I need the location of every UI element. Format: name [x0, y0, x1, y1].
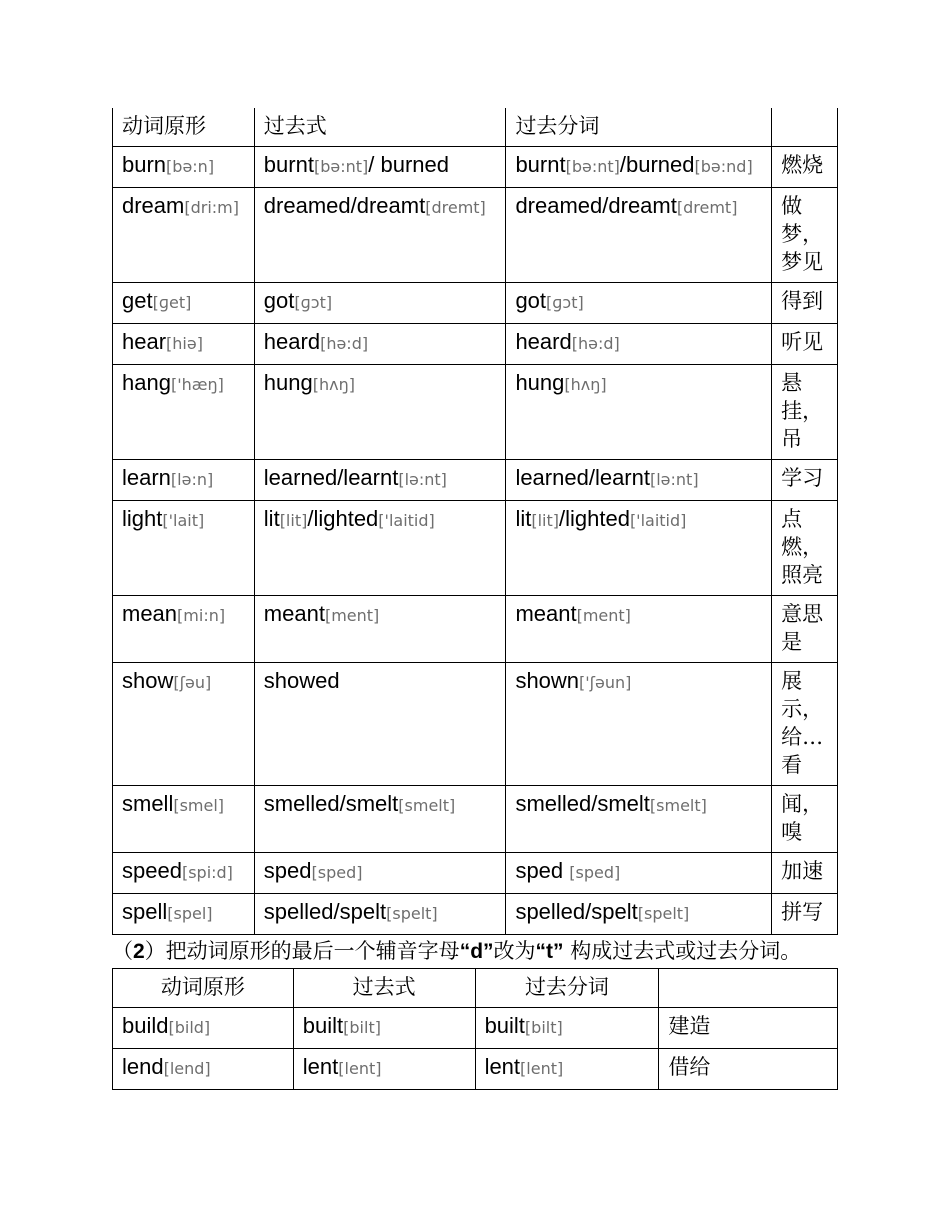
cell-past-participle — [506, 460, 772, 501]
phonetic: [lə:nt] — [649, 470, 699, 489]
cell-base-form — [113, 596, 255, 663]
cell-past-tense — [254, 853, 506, 894]
cell-past-participle — [506, 324, 772, 365]
word: learned/learnt — [263, 465, 399, 490]
phonetic: [spel] — [167, 904, 213, 923]
header-past-tense: 过去式 — [254, 108, 506, 147]
phonetic: [bilt] — [524, 1018, 563, 1037]
cell-base-form — [113, 188, 255, 283]
phonetic: [hiə] — [166, 334, 203, 353]
phonetic: [lə:n] — [170, 470, 214, 489]
header-meaning — [659, 969, 838, 1008]
cell-past-participle — [506, 188, 772, 283]
word: shown — [515, 668, 580, 693]
header-past-participle: 过去分词 — [475, 969, 659, 1008]
cell-meaning: 拼写 — [772, 894, 838, 935]
phonetic: [bə:nd] — [694, 157, 753, 176]
cell-base-form — [113, 786, 255, 853]
word: smelled/smelt — [515, 791, 650, 816]
word: hang — [122, 370, 171, 395]
word: lent — [484, 1054, 521, 1079]
word: hung — [515, 370, 565, 395]
cell-past-tense — [254, 188, 506, 283]
phonetic: [ment] — [324, 606, 380, 625]
cell-past-participle — [506, 853, 772, 894]
phonetic: [bild] — [168, 1018, 211, 1037]
cell-past-tense — [254, 460, 506, 501]
cell-meaning: 做梦，梦见 — [772, 188, 838, 283]
header-past-tense: 过去式 — [293, 969, 475, 1008]
word: built — [484, 1013, 525, 1038]
word: sped — [515, 858, 570, 883]
note-text1: ）把动词原形的最后一个辅音字母 — [144, 939, 460, 963]
note-open: （ — [112, 939, 133, 963]
word: dreamed/dreamt — [515, 193, 677, 218]
word: light — [122, 506, 163, 531]
cell-meaning: 展示，给…看 — [772, 663, 838, 786]
table-row — [113, 460, 838, 501]
cell-past-participle — [506, 894, 772, 935]
table-row — [113, 324, 838, 365]
cell-past-tense — [254, 501, 506, 596]
header-base-form: 动词原形 — [113, 969, 294, 1008]
word: burnt — [515, 152, 566, 177]
phonetic: [lent] — [338, 1059, 382, 1078]
word: showed — [263, 668, 340, 693]
table-row — [113, 663, 838, 786]
table-row — [113, 501, 838, 596]
cell-past-tense — [254, 365, 506, 460]
phonetic: [dremt] — [676, 198, 738, 217]
phonetic: [spelt] — [386, 904, 438, 923]
table-row — [113, 188, 838, 283]
word: heard — [515, 329, 572, 354]
word: mean — [122, 601, 178, 626]
phonetic: [hʌŋ] — [312, 375, 355, 394]
word: lit — [263, 506, 280, 531]
table-row — [113, 147, 838, 188]
phonetic: [hə:d] — [320, 334, 369, 353]
note-text3: 构成过去式或过去分词。 — [563, 939, 802, 963]
cell-past-tense — [254, 147, 506, 188]
phonetic: [smelt] — [649, 796, 707, 815]
phonetic: [bə:n] — [166, 157, 215, 176]
cell-base-form — [113, 365, 255, 460]
cell-past-participle — [475, 1049, 659, 1090]
table-header-row — [113, 969, 838, 1008]
cell-base-form — [113, 1049, 294, 1090]
cell-past-tense — [254, 663, 506, 786]
phonetic: [dremt] — [425, 198, 486, 217]
word: build — [122, 1013, 169, 1038]
phonetic: [hʌŋ] — [564, 375, 607, 394]
phonetic: [spelt] — [637, 904, 690, 923]
cell-past-tense — [254, 283, 506, 324]
cell-past-tense — [293, 1049, 475, 1090]
phonetic: ['laitid] — [629, 511, 687, 530]
cell-past-participle — [506, 365, 772, 460]
cell-base-form — [113, 283, 255, 324]
phonetic: [lə:nt] — [398, 470, 447, 489]
note-d: “d” — [459, 940, 494, 963]
cell-past-tense — [254, 786, 506, 853]
phonetic: [smel] — [173, 796, 225, 815]
word: hung — [263, 370, 313, 395]
word: spelled/spelt — [263, 899, 387, 924]
cell-meaning: 借给 — [659, 1049, 838, 1090]
cell-past-participle — [475, 1008, 659, 1049]
phonetic: [ment] — [576, 606, 631, 625]
word: got — [263, 288, 295, 313]
note-text2: 改为 — [493, 939, 536, 963]
phonetic: ['hæŋ] — [170, 375, 224, 394]
note-num: 2 — [133, 940, 145, 963]
cell-meaning: 学习 — [772, 460, 838, 501]
word: learned/learnt — [515, 465, 650, 490]
word: show — [122, 668, 174, 693]
cell-past-participle — [506, 663, 772, 786]
table-row — [113, 1008, 838, 1049]
phonetic: [lent] — [520, 1059, 564, 1078]
table-row — [113, 853, 838, 894]
cell-meaning: 听见 — [772, 324, 838, 365]
phonetic: [sped] — [569, 863, 621, 882]
table-header-row — [113, 108, 838, 147]
cell-base-form — [113, 894, 255, 935]
cell-past-participle — [506, 283, 772, 324]
word: spell — [122, 899, 168, 924]
cell-past-tense — [254, 596, 506, 663]
verb-table-2 — [112, 968, 838, 1090]
phonetic: [spi:d] — [181, 863, 233, 882]
phonetic: [ɡet] — [152, 293, 192, 312]
word: learn — [122, 465, 171, 490]
word: hear — [122, 329, 167, 354]
cell-meaning: 燃烧 — [772, 147, 838, 188]
header-past-participle: 过去分词 — [506, 108, 772, 147]
word: smell — [122, 791, 174, 816]
word: lit — [515, 506, 532, 531]
phonetic: [ʃəu] — [173, 673, 212, 692]
phonetic: ['lait] — [162, 511, 205, 530]
cell-past-participle — [506, 786, 772, 853]
phonetic: [bə:nt] — [313, 157, 369, 176]
word: sped — [263, 858, 312, 883]
word: /lighted — [307, 506, 379, 531]
document-page — [112, 108, 838, 1090]
cell-meaning: 得到 — [772, 283, 838, 324]
table-row — [113, 786, 838, 853]
word: lent — [302, 1054, 339, 1079]
table-row — [113, 596, 838, 663]
verb-table-1 — [112, 108, 838, 935]
cell-meaning: 闻，嗅 — [772, 786, 838, 853]
cell-past-participle — [506, 147, 772, 188]
word: / burned — [368, 152, 449, 177]
section-note — [112, 937, 838, 966]
cell-past-participle — [506, 501, 772, 596]
phonetic: [ɡɔt] — [294, 293, 333, 312]
header-base-form: 动词原形 — [113, 108, 255, 147]
phonetic: ['laitid] — [378, 511, 435, 530]
word: lend — [122, 1054, 164, 1079]
word: meant — [515, 601, 577, 626]
cell-base-form — [113, 663, 255, 786]
cell-base-form — [113, 324, 255, 365]
cell-base-form — [113, 501, 255, 596]
cell-past-tense — [254, 894, 506, 935]
word: /lighted — [558, 506, 630, 531]
cell-meaning: 点燃，照亮 — [772, 501, 838, 596]
phonetic: [lend] — [163, 1059, 211, 1078]
cell-meaning: 建造 — [659, 1008, 838, 1049]
word: heard — [263, 329, 321, 354]
word: burnt — [263, 152, 314, 177]
word: dreamed/dreamt — [263, 193, 426, 218]
word: dream — [122, 193, 185, 218]
word: got — [515, 288, 547, 313]
phonetic: [lit] — [531, 511, 559, 530]
table-row — [113, 283, 838, 324]
cell-meaning: 加速 — [772, 853, 838, 894]
phonetic: [sped] — [311, 863, 363, 882]
phonetic: [mi:n] — [177, 606, 226, 625]
word: built — [302, 1013, 344, 1038]
cell-past-tense — [293, 1008, 475, 1049]
cell-base-form — [113, 460, 255, 501]
phonetic: [ɡɔt] — [546, 293, 584, 312]
cell-base-form — [113, 853, 255, 894]
phonetic: [dri:m] — [184, 198, 239, 217]
phonetic: ['ʃəun] — [579, 673, 632, 692]
phonetic: [bə:nt] — [565, 157, 620, 176]
word: spelled/spelt — [515, 899, 638, 924]
word: smelled/smelt — [263, 791, 399, 816]
cell-base-form — [113, 1008, 294, 1049]
phonetic: [lit] — [279, 511, 308, 530]
phonetic: [smelt] — [398, 796, 456, 815]
header-meaning — [772, 108, 838, 147]
word: get — [122, 288, 153, 313]
cell-past-participle — [506, 596, 772, 663]
cell-past-tense — [254, 324, 506, 365]
table-row — [113, 894, 838, 935]
cell-base-form — [113, 147, 255, 188]
word: /burned — [619, 152, 695, 177]
word: meant — [263, 601, 325, 626]
phonetic: [bilt] — [343, 1018, 381, 1037]
cell-meaning: 意思是 — [772, 596, 838, 663]
word: burn — [122, 152, 167, 177]
table-row — [113, 365, 838, 460]
note-t: “t” — [535, 940, 564, 963]
table-row — [113, 1049, 838, 1090]
cell-meaning: 悬挂，吊 — [772, 365, 838, 460]
phonetic: [hə:d] — [571, 334, 620, 353]
word: speed — [122, 858, 182, 883]
